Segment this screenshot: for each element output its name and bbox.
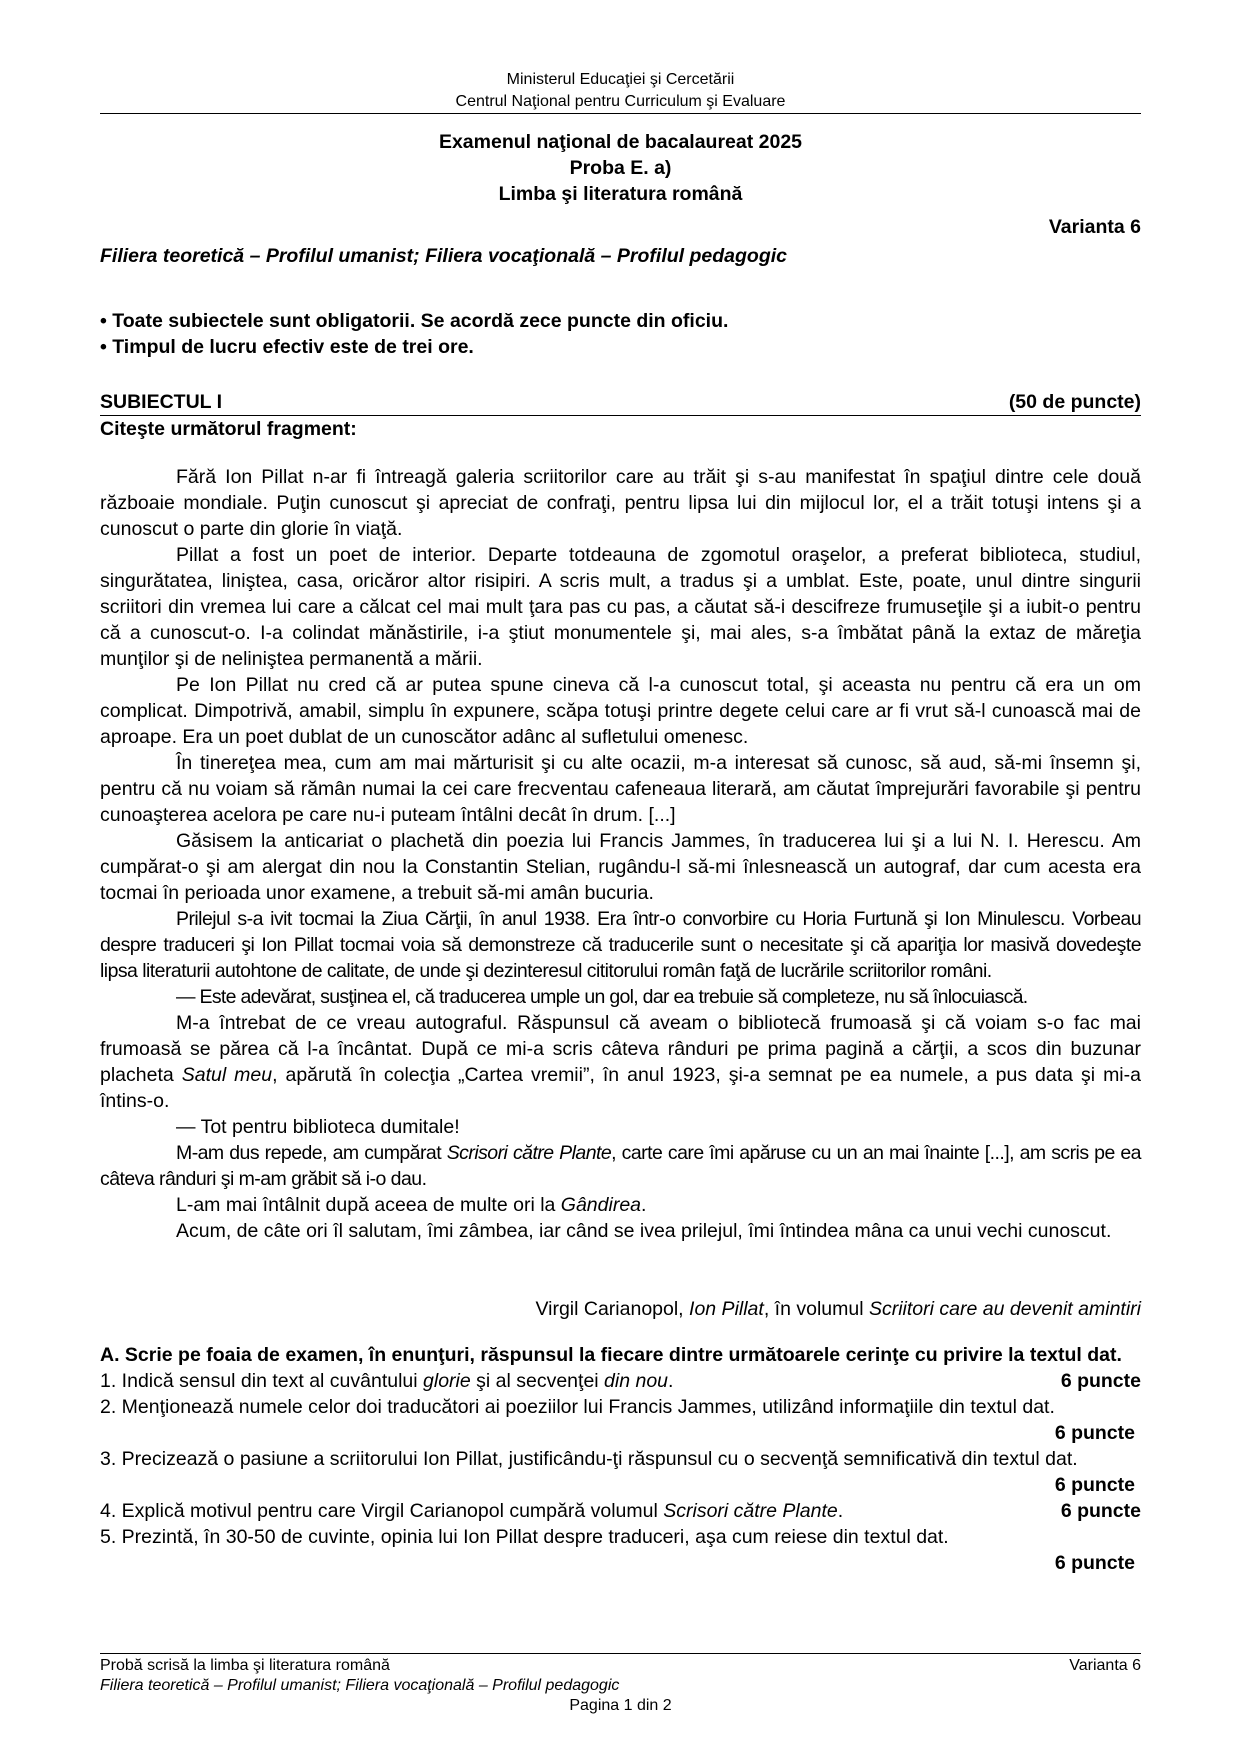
question-points: 6 puncte [1060,1370,1141,1392]
fragment-paragraph: M-a întrebat de ce vreau autograful. Răspunsul că aveam o bibliotecă frumoasă şi că voiam s-o fac mai frumoasă se părea că l-a încântat. După ce mi-a scris câteva rânduri pe prima pagină a cărţii, a scos din buzunar placheta Satul meu, apărută în colecţia „Cartea vremii”, în anul 1923, şi-a semnat pe ea numele, a pus data şi mi-a întins-o. [100,1012,1141,1112]
instruction-item: • Toate subiectele sunt obligatorii. Se acordă zece puncte din oficiu. [100,310,729,332]
center-name: Centrul Naţional pentru Curriculum şi Evaluare [455,93,786,110]
question-3: 3. Precizează o pasiune a scriitorului Ion Pillat, justificându-ţi răspunsul cu o secvenţă semnificativă din textul dat. [100,1448,1078,1470]
question-points: 6 puncte [1054,1552,1135,1574]
exam-title: Examenul naţional de bacalaureat 2025 [438,131,803,153]
fragment-source: Virgil Carianopol, Ion Pillat, în volumul Scriitori care au devenit amintiri [535,1298,1141,1320]
header-divider [100,113,1141,114]
question-5: 5. Prezintă, în 30-50 de cuvinte, opinia lui Ion Pillat despre traduceri, aşa cum reiese din textul dat. [100,1526,949,1548]
part-a-intro: A. Scrie pe foaia de examen, în enunţuri, răspunsul la fiecare dintre următoarele cerinţe cu privire la textul dat. [100,1344,1122,1366]
question-points: 6 puncte [1054,1422,1135,1444]
fragment-paragraph: Pillat a fost un poet de interior. Departe totdeauna de zgomotul oraşelor, a preferat biblioteca, studiul, singurătatea, liniştea, casa, oricăror altor risipiri. A scris mult, a tradus şi a umblat. Este, poate, unul dintre singurii scriitori din vremea lui care a călcat cel mai mult ţara pas cu pas, a căutat să-i descifreze frumuseţile şi a iubit-o pentru că a cunoscut-o. I-a colindat mănăstirile, i-a ştiut monumentele şi, mai ales, s-a îmbătat până la extaz de măreţia munţilor şi de neliniştea permanentă a mării. [100,544,1141,670]
fragment-paragraph: Găsisem la anticariat o plachetă din poezia lui Francis Jammes, în traducerea lui şi a lui N. I. Herescu. Am cumpărat-o şi am alergat din nou la Constantin Stelian, rugându-l să-mi înlesnească un autograf, dar cum acesta era tocmai în perioada unor examene, a trebuit să-mi amân bucuria. [100,830,1141,904]
fragment-paragraph: Pe Ion Pillat nu cred că ar putea spune cineva că l-a cunoscut total, şi aceasta nu pentru că era un om complicat. Dimpotrivă, amabil, simplu în expunere, scăpa totuşi printre degete celui care ar fi vrut să-l cunoască mai de aproape. Era un poet dublat de un cunoscător adânc al sufletului omenesc. [100,674,1141,748]
fragment-paragraph: Prilejul s-a ivit tocmai la Ziua Cărţii, în anul 1938. Era într-o convorbire cu Horia Furtună şi Ion Minulescu. Vorbeau despre traduceri şi Ion Pillat tocmai voia să demonstreze că traducerile sunt o necesitate şi că apariţia lor masivă dovedeşte lipsa literaturii autohtone de calitate, de unde şi dezinteresul cititorului român faţă de lucrările scriitorilor români. [100,908,1141,982]
variant-label: Varianta 6 [1048,216,1141,238]
fragment-paragraph: M-am dus repede, am cumpărat Scrisori către Plante, carte care îmi apăruse cu un an mai înainte [...], am scris pe ea câteva rânduri şi m-am grăbit să i-o dau. [100,1142,1141,1190]
instruction-item: • Timpul de lucru efectiv este de trei ore. [100,336,474,358]
subject-label: SUBIECTUL I [100,391,223,413]
question-2: 2. Menţionează numele celor doi traducători ai poeziilor lui Francis Jammes, utilizând informaţiile din textul dat. [100,1396,1055,1418]
footer-filiera: Filiera teoretică – Profilul umanist; Filiera vocaţională – Profilul pedagogic [100,1677,620,1694]
question-points: 6 puncte [1054,1474,1135,1496]
question-points: 6 puncte [1060,1500,1141,1522]
fragment-paragraph: Fără Ion Pillat n-ar fi întreagă galeria scriitorilor care au trăit şi s-au manifestat în spaţiul dintre cele două războaie mondiale. Puţin cunoscut şi apreciat de confraţi, pentru lipsa lui din mijlocul lor, el a trăit totuşi intens şi a cunoscut o parte din glorie în viaţă. [100,466,1141,540]
page-footer [100,1656,1141,1716]
subject-points: (50 de puncte) [1008,391,1141,413]
ministry-name: Ministerul Educaţiei şi Cercetării [506,71,735,88]
fragment-dialogue: — Este adevărat, susţinea el, că traducerea umple un gol, dar ea trebuie să completeze, nu să înlocuiască. [176,986,1028,1008]
footer-exam: Probă scrisă la limba şi literatura română [100,1657,390,1674]
exam-subject: Limba şi literatura română [498,183,743,205]
footer-variant: Varianta 6 [1069,1657,1141,1674]
exam-proba: Proba E. a) [569,157,672,179]
question-4: 4. Explică motivul pentru care Virgil Carianopol cumpără volumul Scrisori către Plante. 6 puncte [100,1500,1141,1522]
filiera-label: Filiera teoretică – Profilul umanist; Filiera vocaţională – Profilul pedagogic [100,245,788,267]
page-number: Pagina 1 din 2 [569,1697,672,1714]
fragment-paragraph: În tinereţea mea, cum am mai mărturisit şi cu alte ocazii, m-a interesat să cunosc, să aud, să-mi însemn şi, pentru că nu voiam să rămân numai la cei care frecventau cafeneaua literară, am căutat împrejurări favorabile şi pentru cunoaşterea acelora pe care nu-i puteam întâlni decât în drum. [...] [100,752,1141,826]
read-instruction: Citeşte următorul fragment: [100,418,357,440]
instructions-list [100,308,728,360]
fragment-paragraph: Acum, de câte ori îl salutam, îmi zâmbea, iar când se ivea prilejul, îmi întindea mâna ca unui vechi cunoscut. [176,1220,1112,1242]
part-a-tasks [100,1342,1141,1576]
literary-fragment [100,464,1141,1244]
subject-heading [100,390,1141,416]
fragment-dialogue: — Tot pentru biblioteca dumitale! [176,1116,460,1138]
fragment-paragraph: L-am mai întâlnit după aceea de multe ori la Gândirea. [176,1194,647,1216]
question-1: 1. Indică sensul din text al cuvântului glorie şi al secvenţei din nou. 6 puncte [100,1370,1141,1392]
footer-divider [100,1653,1141,1654]
